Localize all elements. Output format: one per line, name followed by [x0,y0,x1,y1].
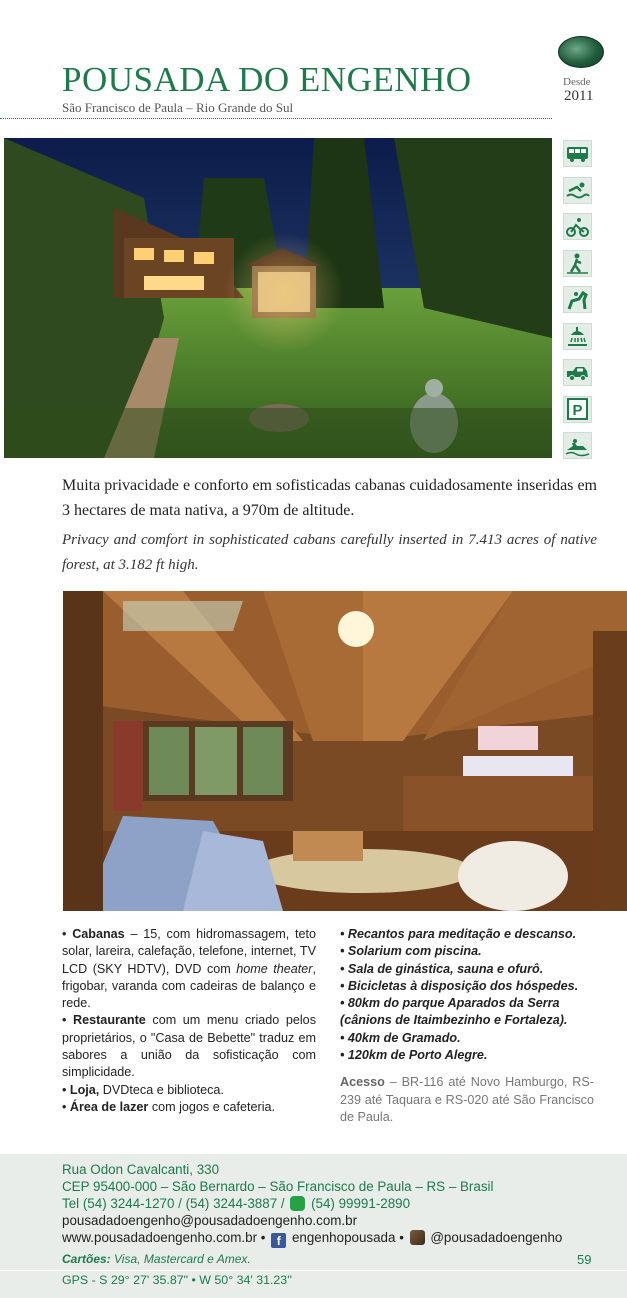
access-directions: Acesso – BR-116 até Novo Hamburgo, RS-239 até Taquara e RS-020 até São Francisco de Paula. [340,1075,594,1124]
hiking-icon [563,250,592,277]
facebook-handle[interactable]: engenhopousada [291,1230,396,1245]
feature-recantos: • Recantos para meditação e descanso. [340,927,577,941]
feature-area-lazer: • Área de lazer com jogos e cafeteria. [62,1099,276,1114]
phone-numbers: Tel (54) 3244-1270 / (54) 3244-3887 / [62,1196,285,1211]
description-portuguese: Muita privacidade e conforto em sofisticadas cabanas cuidadosamente inseridas em 3 hectares de mata nativa, a 970m de altitude. [62,477,597,519]
description-english: Privacy and comfort in sophisticated cabans carefully inserted in 7.413 acres of native forest, at 3.182 ft high. [62,532,597,573]
feature-loja: • Loja, DVDteca e biblioteca. [62,1082,224,1097]
facebook-icon: f [271,1233,286,1248]
email-link[interactable]: pousadadoengenho@pousadadoengenho.com.br [62,1213,358,1228]
feature-sala-ginastica: • Sala de ginástica, sauna e ofurô. [340,961,544,976]
cycling-icon [563,213,592,240]
feature-bicicletas: • Bicicletas à disposição dos hóspedes. [340,978,579,993]
lodge-logo-icon [558,36,604,68]
jet-ski-icon [563,432,592,459]
web-social-line: www.pousadadoengenho.com.br • f engenhopousada • @pousadadoengenho [62,1230,563,1248]
cep-line: CEP 95400-000 – São Bernardo – São Francisco de Paula – RS – Brasil [62,1179,494,1194]
since-label: Desde [563,76,591,88]
gps-coordinates: GPS - S 29° 27' 35.87" • W 50° 34' 31.23'' [62,1273,292,1287]
whatsapp-number: (54) 99991-2890 [311,1196,411,1211]
feature-cabanas: • Cabanas – 15, com hidromassagem, teto solar, lareira, calefação, telefone, internet, TV LCD (SKY HDTV), DVD com home theater, frigobar, varanda com cadeiras de balanço e rede. [62,927,316,1011]
lodge-exterior-photo [4,138,552,458]
address: Rua Odon Cavalcanti, 330 [62,1162,220,1177]
feature-porto-alegre: • 120km de Porto Alegre. [340,1048,488,1063]
shower-icon [563,323,592,350]
feature-restaurante: • Restaurante com um menu criado pelos proprietários, o "Casa de Bebette" traduz em sabores a união da sofisticação com simplicidade. [62,1013,316,1080]
four-wheel-drive-icon [563,359,592,386]
page-number: 59 [577,1252,592,1267]
cabin-interior-photo [63,591,627,911]
instagram-handle[interactable]: @pousadadoengenho [430,1230,563,1245]
swimming-icon [563,177,592,204]
location-subtitle: São Francisco de Paula – Rio Grande do Sul [62,100,294,115]
since-year: 2011 [564,88,594,104]
page-title: POUSADA DO ENGENHO [62,60,472,99]
feature-aparados: • 80km do parque Aparados da Serra (cânions de Itaimbezinho e Fortaleza). [340,996,568,1028]
accepted-cards: Cartões: Visa, Mastercard e Amex. [62,1252,251,1266]
instagram-icon [410,1230,425,1245]
features-left-column [62,926,316,1116]
parking-icon [563,396,592,423]
features-right-column [340,926,594,1126]
svg-text:P: P [572,402,583,419]
bus-icon [563,140,592,167]
feature-gramado: • 40km de Gramado. [340,1030,461,1045]
amenity-icons-column [563,140,593,469]
phone-line [62,1196,410,1211]
feature-solarium: • Solarium com piscina. [340,944,482,959]
whatsapp-icon [290,1196,305,1211]
header-divider [0,118,552,119]
horse-riding-icon [563,286,592,313]
website-link[interactable]: www.pousadadoengenho.com.br [62,1230,258,1245]
